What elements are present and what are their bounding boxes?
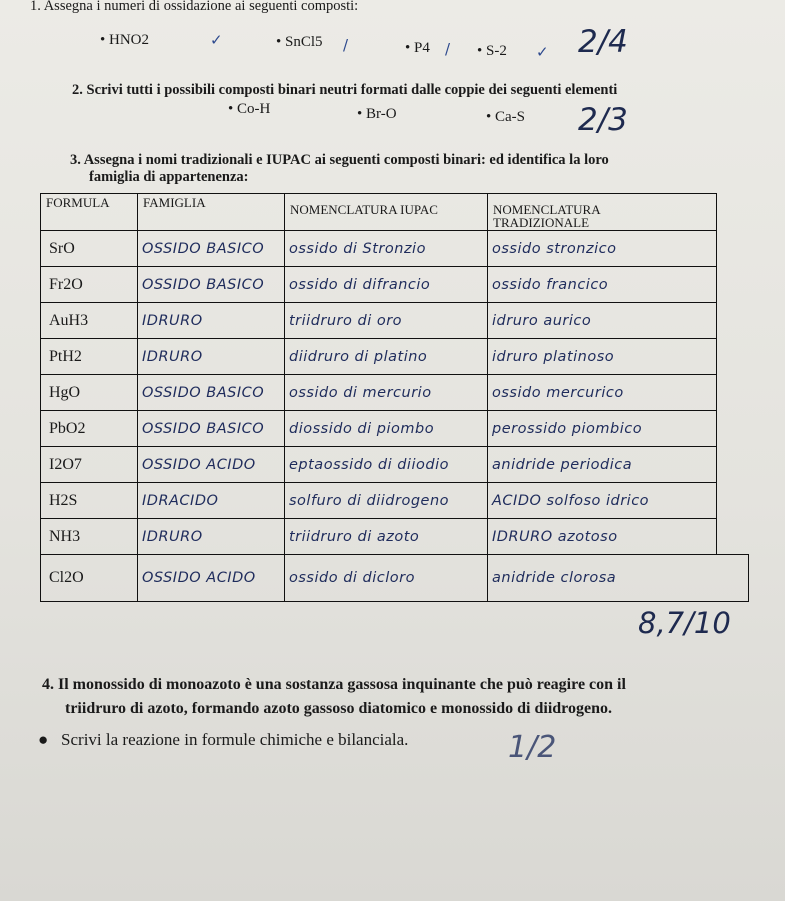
q4-bullet [38, 730, 408, 750]
q2-item-cas: • Ca-S [486, 109, 525, 126]
q2-score: 2/3 [578, 102, 628, 138]
famiglia-cell: OSSIDO BASICO [137, 266, 285, 303]
famiglia-cell: OSSIDO BASICO [137, 410, 285, 447]
trad-cell: ACIDO solfoso idrico [487, 482, 717, 519]
q1-title: 1. Assegna i numeri di ossidazione ai seguenti composti: [30, 0, 359, 14]
q1-item-sncl5: • SnCl5 [276, 34, 323, 51]
partial-mark-icon: / [445, 40, 451, 58]
famiglia-cell: OSSIDO ACIDO [137, 554, 285, 602]
trad-cell: idruro platinoso [487, 338, 717, 375]
iupac-cell: triidruro di oro [284, 302, 488, 339]
q1-item-s2: • S-2 [477, 43, 507, 60]
famiglia-cell: IDRURO [137, 518, 285, 555]
trad-cell: anidride clorosa [487, 554, 749, 602]
formula-cell: Fr2O [40, 266, 138, 303]
q3-score: 8,7/10 [638, 606, 731, 640]
header-trad-line1: NOMENCLATURA [493, 202, 601, 217]
iupac-cell: ossido di difrancio [284, 266, 488, 303]
formula-cell: PtH2 [40, 338, 138, 375]
iupac-cell: diossido di piombo [284, 410, 488, 447]
q2-item-coh: • Co-H [228, 101, 270, 118]
iupac-cell: diidruro di platino [284, 338, 488, 375]
q1-item-hno2: • HNO2 [100, 32, 149, 49]
iupac-cell: ossido di dicloro [284, 554, 488, 602]
formula-cell: NH3 [40, 518, 138, 555]
famiglia-cell: OSSIDO BASICO [137, 374, 285, 411]
trad-cell: ossido stronzico [487, 230, 717, 267]
header-trad-line2: TRADIZIONALE [493, 215, 590, 230]
q3-title-line1: 3. Assegna i nomi tradizionali e IUPAC ai seguenti composti binari: ed identifica la loro [70, 152, 609, 168]
header-formula: FORMULA [40, 193, 138, 231]
formula-cell: AuH3 [40, 302, 138, 339]
famiglia-cell: IDRURO [137, 302, 285, 339]
check-icon: ✓ [536, 43, 549, 61]
q4-bullet-text: Scrivi la reazione in formule chimiche e bilanciala. [61, 730, 409, 749]
iupac-cell: eptaossido di diiodio [284, 446, 488, 483]
q2-item-bro: • Br-O [357, 106, 397, 123]
trad-cell: ossido mercurico [487, 374, 717, 411]
q4-line2: triidruro di azoto, formando azoto gassoso diatomico e monossido di diidrogeno. [65, 700, 612, 717]
q1-score: 2/4 [578, 24, 628, 60]
header-tradizionale [487, 193, 717, 231]
famiglia-cell: OSSIDO BASICO [137, 230, 285, 267]
formula-cell: PbO2 [40, 410, 138, 447]
q4-line1: 4. Il monossido di monoazoto è una sostanza gassosa inquinante che può reagire con il [42, 676, 626, 693]
trad-cell: ossido francico [487, 266, 717, 303]
formula-cell: Cl2O [40, 554, 138, 602]
iupac-cell: ossido di mercurio [284, 374, 488, 411]
formula-cell: H2S [40, 482, 138, 519]
iupac-cell: triidruro di azoto [284, 518, 488, 555]
formula-cell: SrO [40, 230, 138, 267]
iupac-cell: ossido di Stronzio [284, 230, 488, 267]
trad-cell: perossido piombico [487, 410, 717, 447]
q2-title: 2. Scrivi tutti i possibili composti binari neutri formati dalle coppie dei seguenti elementi [72, 82, 618, 98]
q1-item-p4: • P4 [405, 40, 430, 57]
check-icon: ✓ [210, 31, 223, 49]
header-famiglia: FAMIGLIA [137, 193, 285, 231]
bullet-icon: ● [38, 730, 62, 749]
q4-score: 1/2 [508, 730, 557, 765]
trad-cell: anidride periodica [487, 446, 717, 483]
q3-title-line2: famiglia di appartenenza: [89, 169, 249, 185]
famiglia-cell: OSSIDO ACIDO [137, 446, 285, 483]
trad-cell: idruro aurico [487, 302, 717, 339]
header-iupac: NOMENCLATURA IUPAC [284, 193, 488, 231]
partial-mark-icon: / [343, 36, 349, 54]
famiglia-cell: IDRURO [137, 338, 285, 375]
formula-cell: I2O7 [40, 446, 138, 483]
famiglia-cell: IDRACIDO [137, 482, 285, 519]
iupac-cell: solfuro di diidrogeno [284, 482, 488, 519]
trad-cell: IDRURO azotoso [487, 518, 717, 555]
formula-cell: HgO [40, 374, 138, 411]
